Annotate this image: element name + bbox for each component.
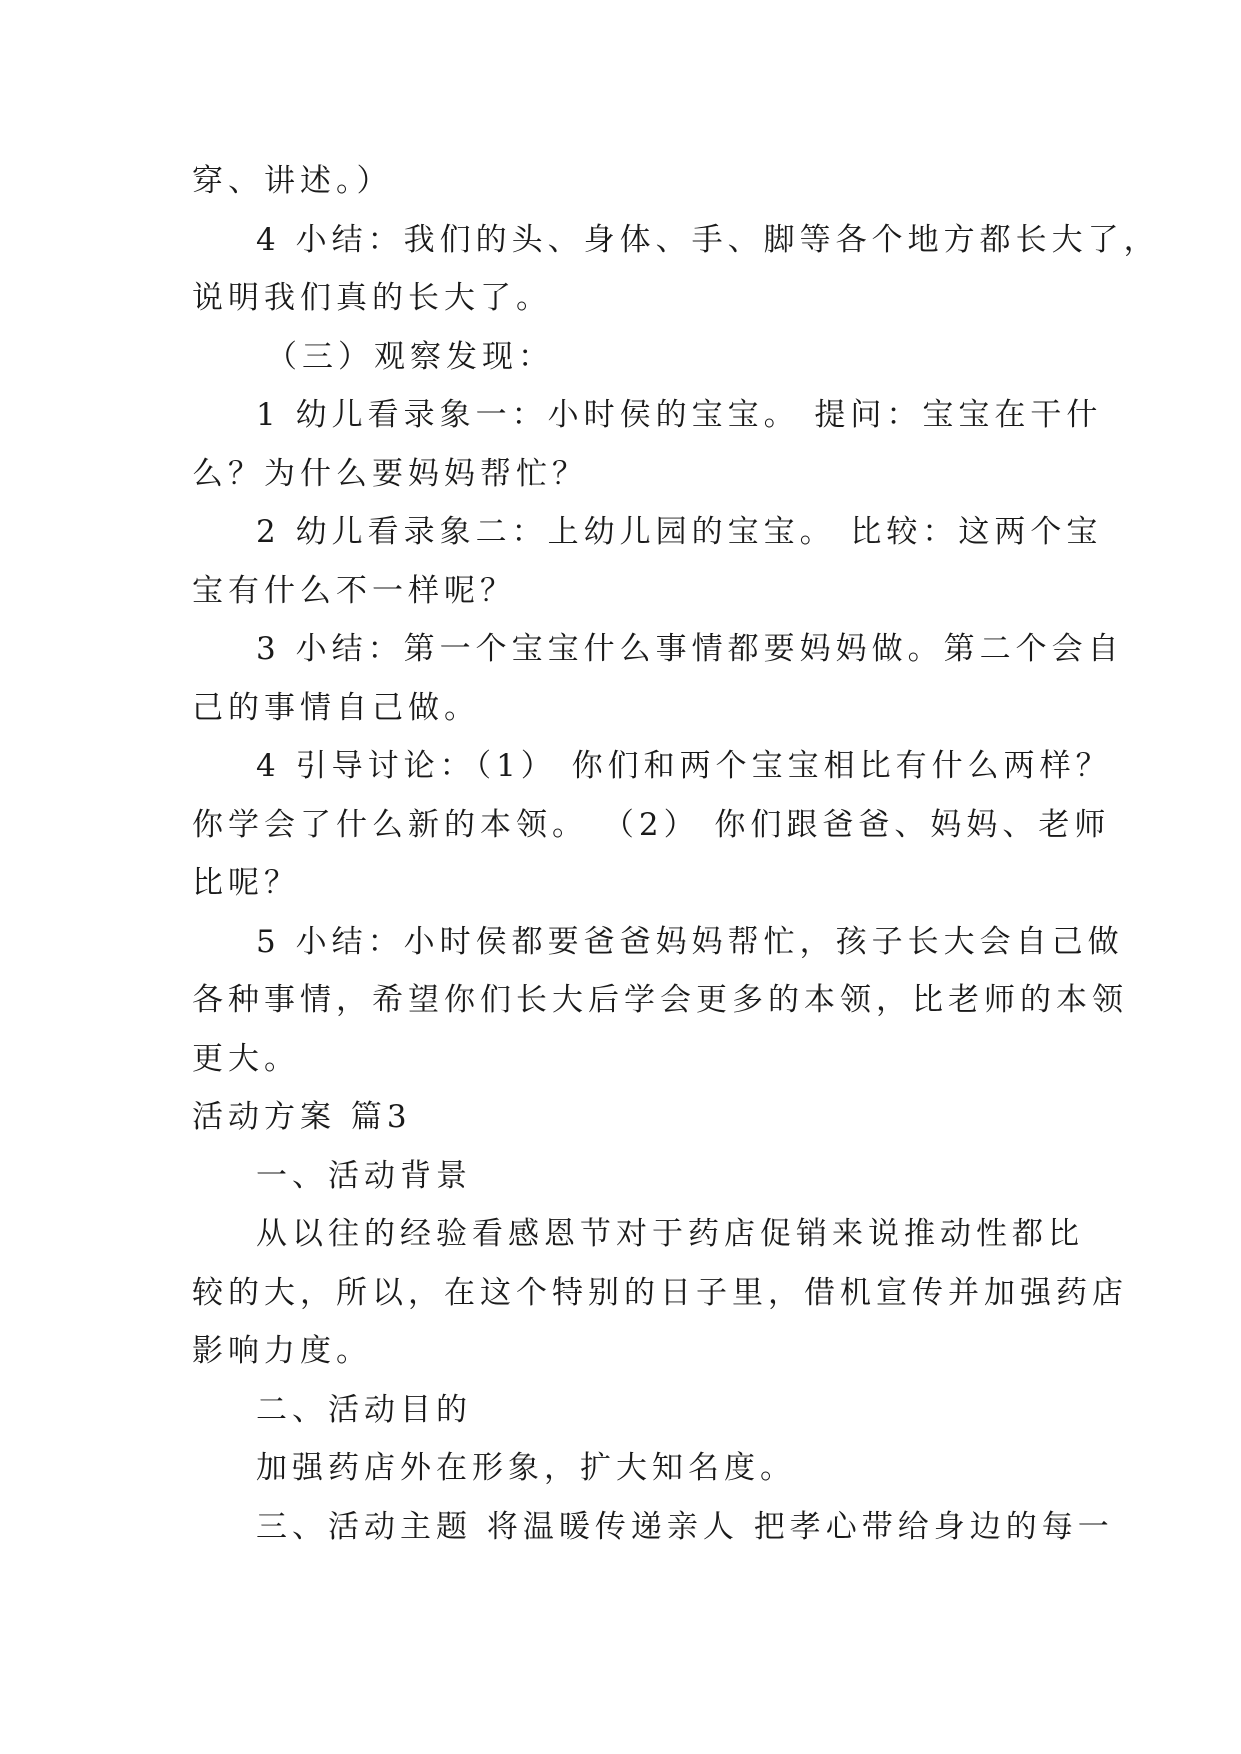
text-line: 比呢？ [192, 865, 300, 901]
body-text [192, 152, 1160, 1556]
section-title: 活动方案 篇3 [192, 1099, 412, 1135]
text-line: 宝有什么不一样呢？ [192, 572, 516, 609]
section-heading: （三）观察发现： [266, 338, 554, 375]
text-line: 4 小结：我们的头、身体、手、脚等各个地方都长大了， [256, 221, 1160, 258]
text-line: 各种事情，希望你们长大后学会更多的本领，比老师的本领 [192, 982, 1128, 1018]
text-line: 5 小结：小时侯都要爸爸妈妈帮忙，孩子长大会自己做 [256, 923, 1124, 960]
text-line: 己的事情自己做。 [192, 689, 480, 726]
text-line: 较的大，所以，在这个特别的日子里，借机宣传并加强药店 [192, 1274, 1128, 1311]
section-heading: 三、活动主题 将温暖传递亲人 把孝心带给身边的每一 [256, 1508, 1114, 1545]
text-line: 说明我们真的长大了。 [192, 280, 552, 316]
text-line: 穿、讲述。） [192, 163, 393, 199]
text-line: 3 小结：第一个宝宝什么事情都要妈妈做。第二个会自 [256, 631, 1124, 667]
text-line: 么？为什么要妈妈帮忙？ [192, 455, 588, 492]
section-heading: 二、活动目的 [256, 1391, 472, 1428]
text-line: 4 引导讨论：（1） 你们和两个宝宝相比有什么两样？ [256, 748, 1112, 784]
text-line: 影响力度。 [192, 1333, 372, 1369]
text-line: 你学会了什么新的本领。 （2） 你们跟爸爸、妈妈、老师 [192, 806, 1111, 843]
section-heading: 一、活动背景 [256, 1157, 472, 1194]
text-line: 从以往的经验看感恩节对于药店促销来说推动性都比 [256, 1216, 1084, 1252]
text-line: 加强药店外在形象，扩大知名度。 [256, 1450, 796, 1486]
text-line: 2 幼儿看录象二：上幼儿园的宝宝。 比较：这两个宝 [256, 514, 1103, 550]
text-line: 1 幼儿看录象一：小时侯的宝宝。 提问：宝宝在干什 [256, 397, 1103, 433]
text-line: 更大。 [192, 1040, 300, 1077]
